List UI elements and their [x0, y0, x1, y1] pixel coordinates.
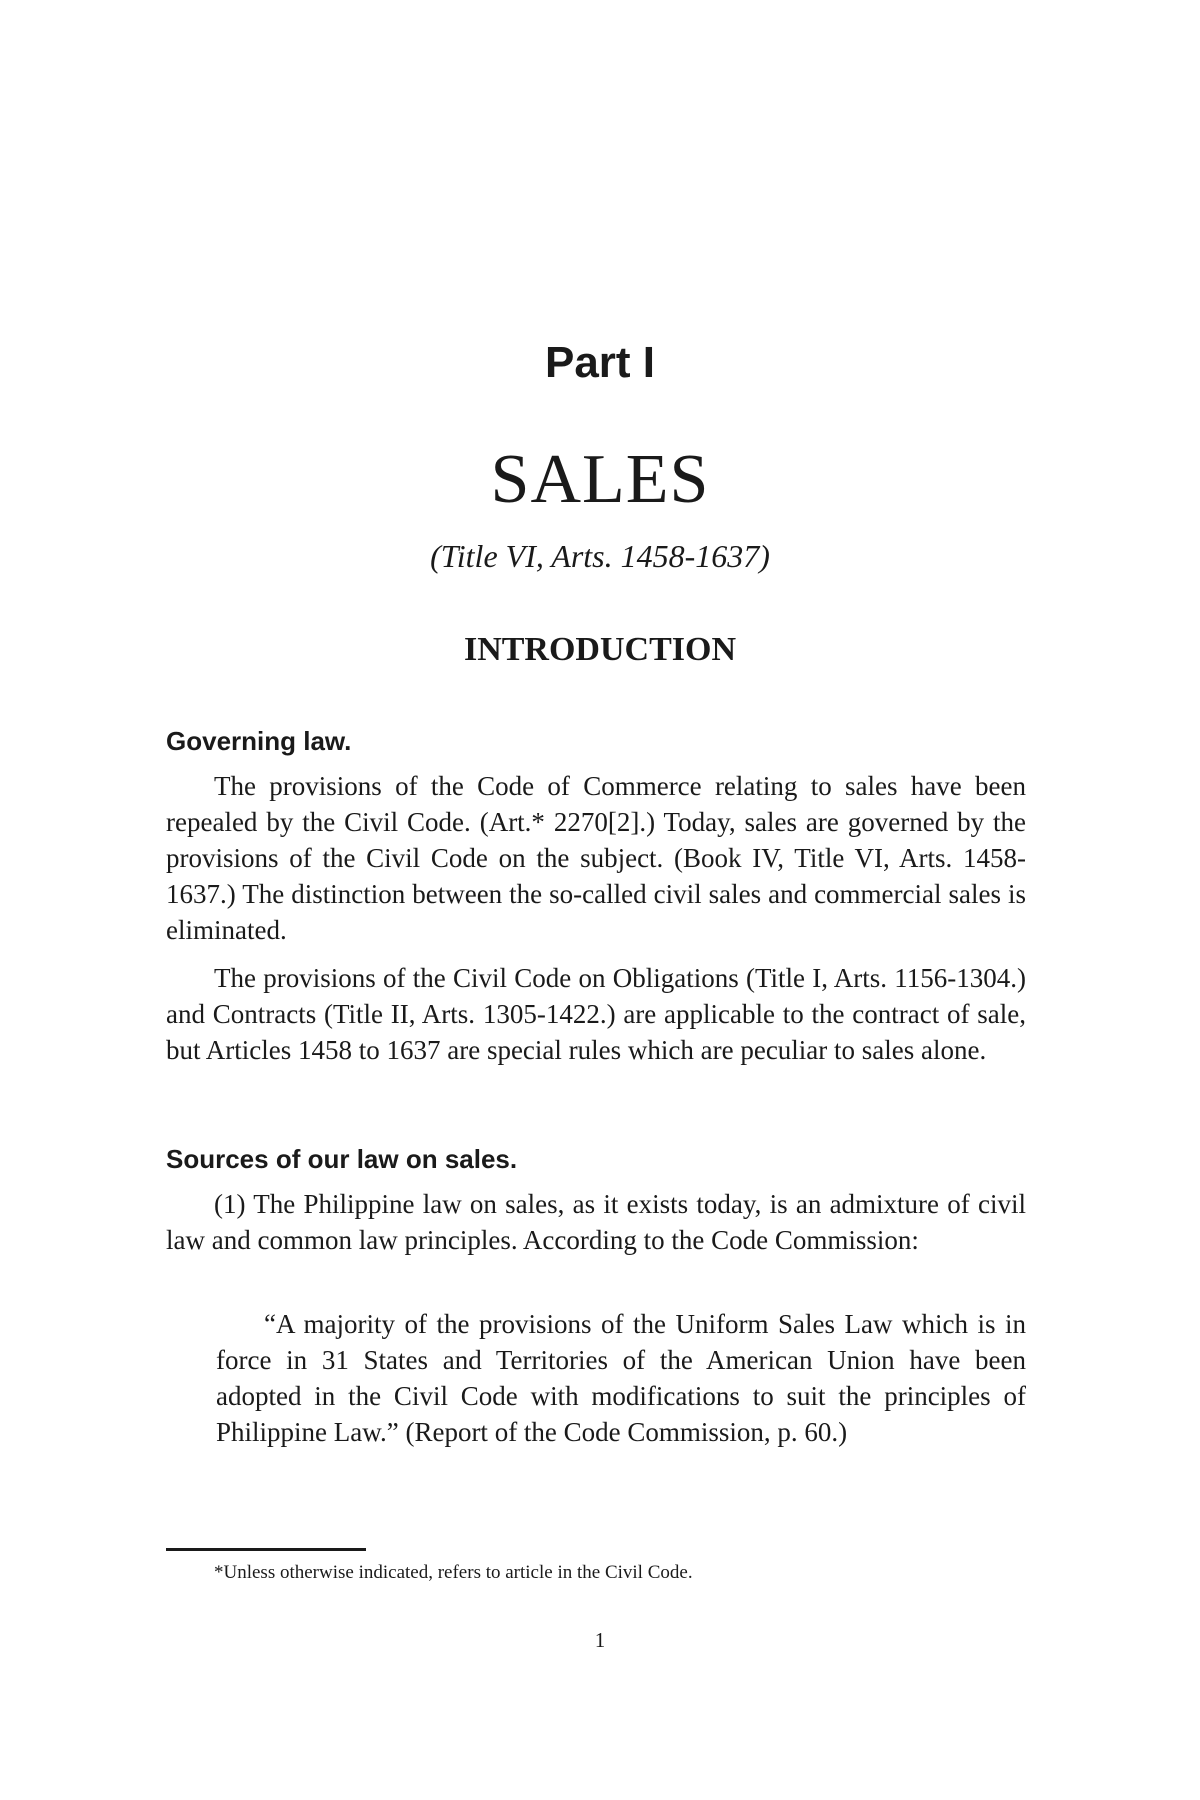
code-commission-quote: “A majority of the provisions of the Uniform Sales Law which is in force in 31 States and Territories of the American Union have been adopted in the Civil Code with modifications to suit the principles of Philippine Law.” (Report of the Code Commission, p. 60.) — [216, 1309, 1026, 1447]
section-heading-sources: Sources of our law on sales. — [166, 1144, 518, 1174]
page-title: SALES — [490, 441, 710, 518]
footnote: *Unless otherwise indicated, refers to article in the Civil Code. — [214, 1562, 693, 1583]
title-subtitle: (Title VI, Arts. 1458-1637) — [430, 538, 770, 574]
introduction-heading: INTRODUCTION — [463, 631, 737, 668]
footnote-divider — [166, 1548, 366, 1551]
paragraph-governing-law-2: The provisions of the Civil Code on Obligations (Title I, Arts. 1156-1304.) and Contracts (Title II, Arts. 1305-1422.) are applicable to the contract of sale, but Articles 1458 to 1637 are special rules which are peculiar to sales alone. — [166, 963, 1026, 1065]
part-label: Part I — [544, 338, 656, 387]
page-number: 1 — [594, 1628, 606, 1652]
paragraph-sources-1: (1) The Philippine law on sales, as it exists today, is an admixture of civil law and common law principles. According to the Code Commission: — [166, 1189, 1026, 1255]
section-heading-governing-law: Governing law. — [166, 726, 352, 756]
paragraph-governing-law-1: The provisions of the Code of Commerce relating to sales have been repealed by the Civil Code. (Art.* 2270[2].) Today, sales are governed by the provisions of the Civil Code on the subject. (Book IV, Title VI, Arts. 1458-1637.) The distinction between the so-called civil sales and commercial sales is eliminated. — [166, 771, 1026, 945]
